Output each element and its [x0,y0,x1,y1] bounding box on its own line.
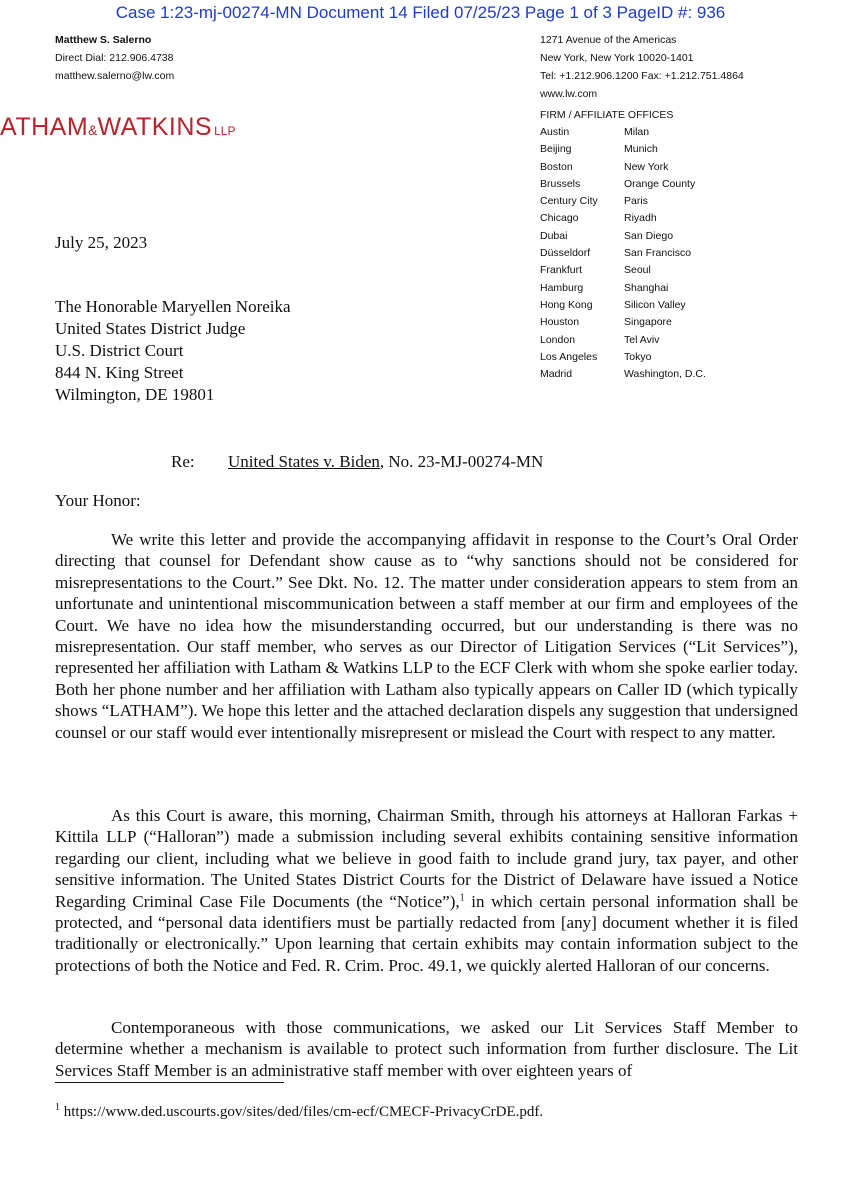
office-row [540,195,706,212]
office-city: Century City [540,195,598,208]
footnote-reference: 1 [459,891,465,903]
office-city: Austin [540,126,570,138]
paragraph-text: in which certain personal information shall be protected, and “personal data identifiers must be partially redacted from [any] document whether it is filed traditionally or electronically.” Upon learning that certain exhibits may contain information subject to the protections of both the Notice and Fed. R. Crim. Proc. 49.1, we quickly alerted Halloran of our concerns. [55,891,798,975]
office-row [540,161,706,178]
body-paragraph-3 [55,1017,798,1081]
firm-logo [0,113,235,142]
office-city: Chicago [540,212,579,225]
office-city: San Diego [624,229,674,242]
recipient-line: United States District Judge [55,319,246,338]
office-row [540,178,706,195]
office-city: Singapore [624,316,672,329]
footnote-divider [55,1082,284,1083]
office-city: Madrid [540,368,573,381]
office-city: Brussels [540,177,581,190]
office-city: Riyadh [624,212,657,225]
office-city: Frankfurt [540,264,583,277]
office-city: San Francisco [624,247,692,260]
logo-ampersand: & [88,122,98,138]
offices-list [540,126,706,385]
office-row [540,334,706,351]
office-row [540,247,706,264]
offices-table [540,126,706,385]
office-city: Paris [624,195,648,208]
body-paragraph-2 [55,805,798,976]
office-city: Orange County [624,177,696,190]
office-row [540,264,706,281]
office-city: Silicon Valley [624,298,686,311]
recipient-line: 844 N. King Street [55,363,184,382]
office-city: Beijing [540,143,572,156]
paragraph-text: We write this letter and provide the accompanying affidavit in response to the Court’s Oral Order directing that counsel for Defendant show cause as to “why sanctions should not be considered for misrepresentations to the Court.” See Dkt. No. 12. The matter under consideration appears to stem from an unfortunate and unintentional miscommunication between a staff member at our firm and employees of the Court. We have no idea how the misunderstanding occurred, but our understanding is there was no misrepresentation. Our staff member, who serves as our Director of Litigation Services (“Lit Services”), represented her affiliation with Latham & Watkins LLP to the ECF Clerk with whom she spoke earlier today. Both her phone number and her affiliation with Latham also typically appears on Caller ID (which typically shows “LATHAM”). We hope this letter and the attached declaration dispels any suggestion that undersigned counsel or our staff would ever intentionally misrepresent or mislead the Court with respect to any matter. [55,530,798,742]
sender-email: matthew.salerno@lw.com [55,70,175,82]
office-row [540,316,706,333]
office-city: New York [624,160,669,173]
office-city: Hong Kong [540,298,593,311]
paragraph-text: As this Court is aware, this morning, Chairman Smith, through his attorneys at Halloran Farkas + Kittila LLP (“Halloran”) made a submission including several exhibits containing sensitive information regarding our client, including what we believe in good faith to include grand jury, tax payer, and other sensitive information. The United States District Courts for the District of Delaware have issued a Notice Regarding Criminal Case File Documents (the “Notice”), [55,806,798,911]
sender-block [55,31,174,85]
office-city: Munich [624,143,658,156]
firm-address-block [540,31,744,103]
office-city: Tokyo [624,350,652,363]
office-city: Boston [540,160,573,173]
logo-suffix: LLP [214,124,236,138]
logo-left: ATHAM [0,113,89,141]
office-city: Seoul [624,264,651,277]
office-row [540,368,706,385]
court-filing-header: Case 1:23-mj-00274-MN Document 14 Filed 07/25/23 Page 1 of 3 PageID #: 936 [115,3,726,22]
recipient-line: U.S. District Court [55,341,184,360]
salutation: Your Honor: [55,491,141,510]
address-line: 1271 Avenue of the Americas [540,34,677,46]
paragraph-text: Contemporaneous with those communications, we asked our Lit Services Staff Member to determine whether a mechanism is available to protect such information from further disclosure. The Lit Services Staff Member is an administrative staff member with over eighteen years of [55,1018,798,1080]
re-label: Re: [171,452,195,471]
recipient-line: Wilmington, DE 19801 [55,385,215,404]
office-row [540,230,706,247]
offices-title: FIRM / AFFILIATE OFFICES [540,109,674,121]
office-row [540,351,706,368]
office-row [540,126,706,143]
sender-name: Matthew S. Salerno [55,34,152,46]
office-row [540,143,706,160]
re-line [171,452,543,472]
office-city: Dubai [540,229,568,242]
firm-website: www.lw.com [540,88,598,100]
recipient-line: The Honorable Maryellen Noreika [55,297,291,316]
office-city: Milan [624,126,650,138]
office-row [540,212,706,229]
office-city: Washington, D.C. [624,368,706,381]
office-row [540,282,706,299]
office-city: Hamburg [540,281,584,294]
office-city: Los Angeles [540,350,598,363]
address-line: New York, New York 10020-1401 [540,52,694,64]
office-city: Houston [540,316,580,329]
address-phone-fax: Tel: +1.212.906.1200 Fax: +1.212.751.4864 [540,70,744,82]
recipient-block [55,296,291,406]
office-city: Tel Aviv [624,333,660,346]
logo-right: WATKINS [97,113,213,141]
office-city: London [540,333,576,346]
footnote [55,1104,543,1121]
sender-direct-dial: Direct Dial: 212.906.4738 [55,52,174,64]
body-paragraph-1 [55,529,798,743]
office-row [540,299,706,316]
letter-date: July 25, 2023 [55,233,148,252]
case-name: United States v. Biden [228,452,380,471]
footnote-mark: 1 [55,1102,60,1113]
case-number: , No. 23-MJ-00274-MN [379,452,544,471]
footnote-url: https://www.ded.uscourts.gov/sites/ded/files/cm-ecf/CMECF-PrivacyCrDE.pdf. [60,1104,544,1120]
office-city: Shanghai [624,281,669,294]
office-city: Düsseldorf [540,247,591,260]
